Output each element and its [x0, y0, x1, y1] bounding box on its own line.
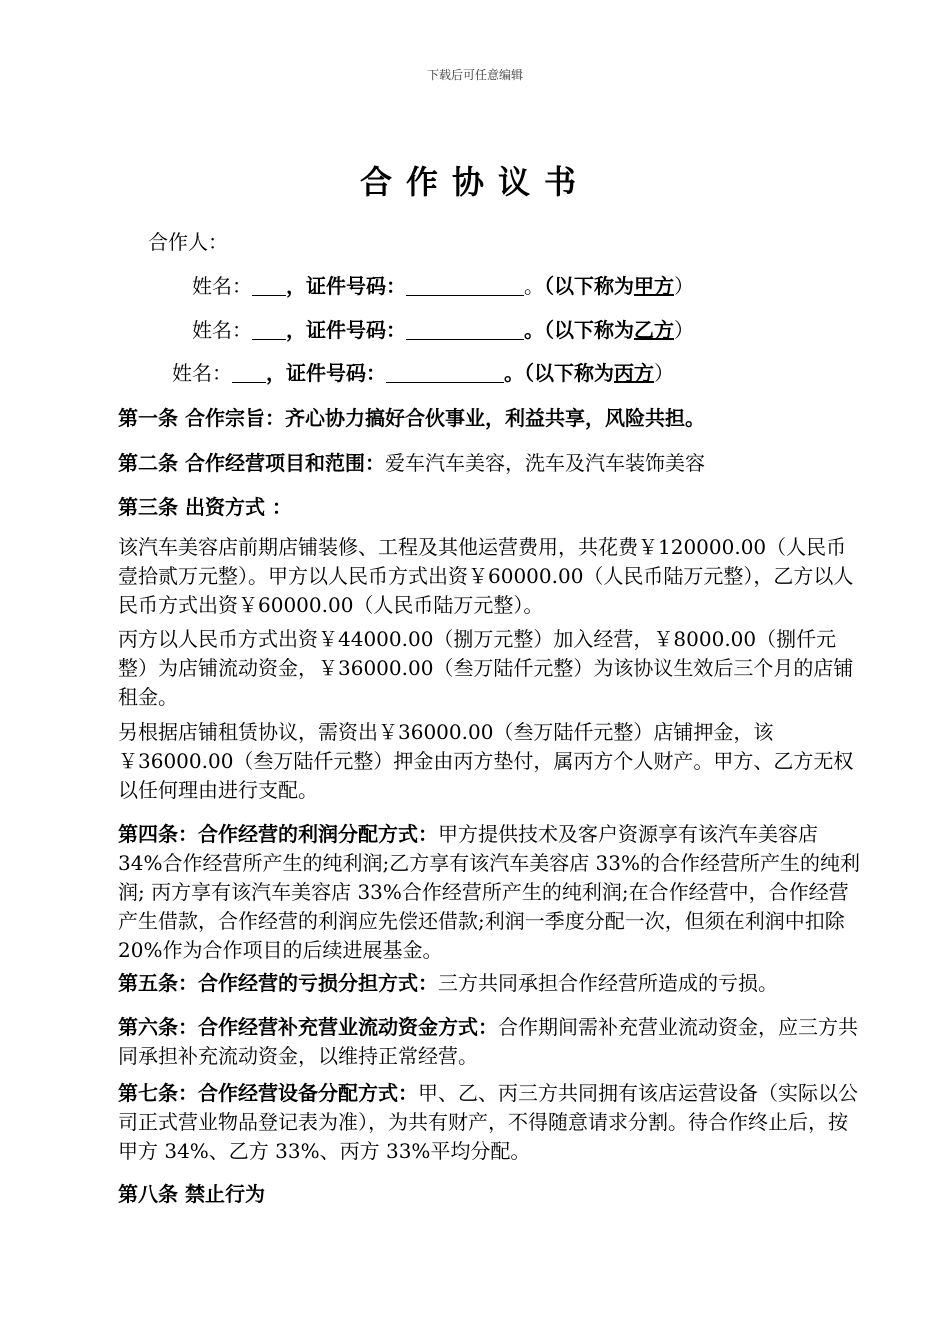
article-7	[118, 1079, 863, 1166]
id-label: ，证件号码：	[286, 274, 406, 298]
article-3-title: 第三条 出资方式 ：	[118, 495, 292, 519]
article-5-text: 三方共同承担合作经营所造成的亏损。	[438, 971, 778, 995]
article-4	[118, 820, 863, 965]
line-end: 。	[524, 318, 544, 342]
article-4-title: 第四条：合作经营的利润分配方式：	[118, 822, 438, 846]
party-suffix-pre: （以下称为	[544, 274, 634, 298]
name-label: 姓名：	[192, 274, 252, 298]
party-name: 乙方	[634, 318, 674, 342]
article-7-text: 甲、乙、丙三方共同拥有该店运营设备（实际以公司正式营业物品登记表为准），为共有财产，不得随意请求分割。待合作终止后，按甲方 34%、乙方 33%、丙方 33%平均分配。	[118, 1081, 858, 1163]
name-label: 姓名：	[192, 318, 252, 342]
party-suffix-pre: （以下称为	[544, 318, 634, 342]
article-1: 第一条 合作宗旨：齐心协力搞好合伙事业，利益共享，风险共担。	[118, 406, 705, 430]
id-label: ，证件号码：	[286, 318, 406, 342]
name-blank	[252, 321, 286, 340]
party-suffix-pre: （以下称为	[524, 361, 614, 385]
article-6-title: 第六条：合作经营补充营业流动资金方式：	[118, 1015, 498, 1039]
party-suffix-post: ）	[674, 318, 694, 342]
line-end: 。	[524, 274, 544, 298]
paragraph-investment-1: 该汽车美容店前期店铺装修、工程及其他运营费用，共花费￥120000.00（人民币壹拾贰万元整）。甲方以人民币方式出资￥60000.00（人民币陆万元整），乙方以人民币方式出资￥60000.00（人民币陆万元整）。	[118, 535, 854, 617]
party-line-a	[192, 270, 694, 299]
article-6	[118, 1013, 863, 1071]
paragraph-investment-2: 丙方以人民币方式出资￥44000.00（捌万元整）加入经营，￥8000.00（捌仟元整）为店铺流动资金，￥36000.00（叁万陆仟元整）为该协议生效后三个月的店铺租金。	[118, 627, 854, 709]
party-suffix-post: ）	[674, 274, 694, 298]
paragraph-investment-3: 另根据店铺租赁协议，需资出￥36000.00（叁万陆仟元整）店铺押金，该￥36000.00（叁万陆仟元整）押金由丙方垫付，属丙方个人财产。甲方、乙方无权以任何理由进行支配。	[118, 720, 854, 802]
party-line-c	[172, 357, 674, 386]
article-2-title: 第二条 合作经营项目和范围：	[118, 451, 385, 475]
article-2	[118, 447, 705, 476]
name-blank	[252, 277, 286, 296]
id-label: ，证件号码：	[266, 361, 386, 385]
document-title: 合作协议书	[359, 163, 590, 201]
line-end: 。	[504, 361, 524, 385]
party-line-b	[192, 314, 694, 343]
id-blank	[406, 277, 524, 296]
party-name: 丙方	[614, 361, 654, 385]
name-label: 姓名：	[172, 361, 232, 385]
article-2-text: 爱车汽车美容，洗车及汽车装饰美容	[384, 451, 705, 475]
article-7-title: 第七条：合作经营设备分配方式：	[118, 1081, 418, 1105]
article-4-text: 甲方提供技术及客户资源享有该汽车美容店 34%合作经营所产生的纯利润;乙方享有该汽车美容店 33%的合作经营所产生的纯利润; 丙方享有该汽车美容店 33%合作经营所产生的纯利润;在合作经营中，合作经营产生借款，合作经营的利润应先偿还借款;利润一季度分配一次，但须在利润中扣除 20%作为合作项目的后续进展基金。	[118, 822, 861, 962]
header-note: 下载后可任意编辑	[426, 68, 523, 82]
article-5	[118, 969, 863, 998]
partners-label: 合作人：	[148, 230, 228, 254]
party-name: 甲方	[634, 274, 674, 298]
id-blank	[386, 364, 504, 383]
id-blank	[406, 321, 524, 340]
article-6-text: 合作期间需补充营业流动资金，应三方共同承担补充流动资金，以维持正常经营。	[118, 1015, 858, 1068]
article-8-title: 第八条 禁止行为	[118, 1182, 265, 1206]
article-5-title: 第五条：合作经营的亏损分担方式：	[118, 971, 438, 995]
party-suffix-post: ）	[654, 361, 674, 385]
name-blank	[232, 364, 266, 383]
